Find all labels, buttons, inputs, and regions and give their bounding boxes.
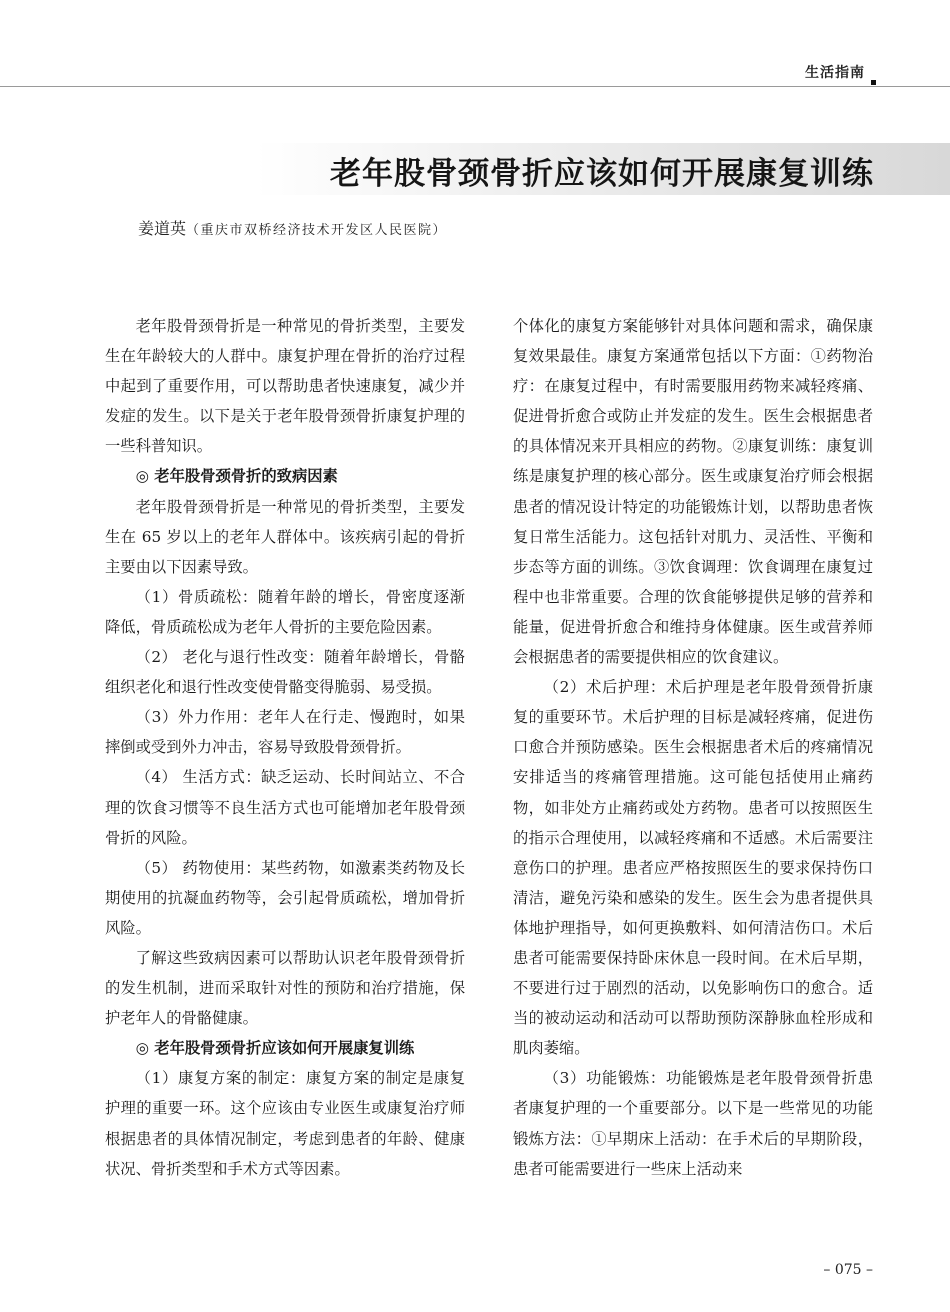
article-title: 老年股骨颈骨折应该如何开展康复训练	[330, 156, 874, 192]
rehab-plan-continued: 个体化的康复方案能够针对具体问题和需求，确保康复效果最佳。康复方案通常包括以下方面：①药物治疗：在康复过程中，有时需要服用药物来减轻疼痛、促进骨折愈合或防止并发症的发生。医生会根据患者的具体情况来开具相应的药物。②康复训练：康复训练是康复护理的核心部分。医生或康复治疗师会根据患者的情况设计特定的功能锻炼计划，以帮助患者恢复日常生活能力。这包括针对肌力、灵活性、平衡和步态等方面的训练。③饮食调理：饮食调理在康复过程中也非常重要。合理的饮食能够提供足够的营养和能量，促进骨折愈合和维持身体健康。医生或营养师会根据患者的需要提供相应的饮食建议。	[513, 317, 873, 667]
functional-exercise-paragraph: （3）功能锻炼：功能锻炼是老年股骨颈骨折患者康复护理的一个重要部分。以下是一些常见的功能锻炼方法：①早期床上活动：在手术后的早期阶段，患者可能需要进行一些床上活动来	[513, 1069, 873, 1178]
byline	[138, 216, 447, 239]
cause-item-medication: （5） 药物使用：某些药物，如激素类药物及长期使用的抗凝血药物等，会引起骨质疏松，增加骨折风险。	[105, 858, 465, 937]
section-label: 生活指南	[805, 65, 865, 81]
cause-item-aging: （2） 老化与退行性改变：随着年龄增长，骨骼组织老化和退行性改变使骨骼变得脆弱、易受损。	[105, 648, 465, 697]
left-column	[105, 311, 465, 1184]
causes-intro-paragraph: 老年股骨颈骨折是一种常见的骨折类型，主要发生在 65 岁以上的老年人群体中。该疾病引起的骨折主要由以下因素导致。	[105, 497, 465, 576]
postoperative-care-paragraph: （2）术后护理：术后护理是老年股骨颈骨折康复的重要环节。术后护理的目标是减轻疼痛，促进伤口愈合并预防感染。医生会根据患者术后的疼痛情况安排适当的疼痛管理措施。这可能包括使用止痛药物，如非处方止痛药或处方药物。患者可以按照医生的指示合理使用，以减轻疼痛和不适感。术后需要注意伤口的护理。患者应严格按照医生的要求保持伤口清洁，避免污染和感染的发生。医生会为患者提供具体地护理指导，如何更换敷料、如何清洁伤口。术后患者可能需要保持卧床休息一段时间。在术后早期，不要进行过于剧烈的活动，以免影响伤口的愈合。适当的被动运动和活动可以帮助预防深静脉血栓形成和肌肉萎缩。	[513, 678, 873, 1058]
section-heading-rehab: ◎ 老年股骨颈骨折应该如何开展康复训练	[135, 1039, 415, 1058]
author-affiliation: （重庆市双桥经济技术开发区人民医院）	[186, 223, 448, 238]
author-name: 姜道英	[138, 219, 187, 238]
header-rule	[0, 86, 950, 87]
causes-summary-paragraph: 了解这些致病因素可以帮助认识老年股骨颈骨折的发生机制，进而采取针对性的预防和治疗措施，保护老年人的骨骼健康。	[105, 948, 465, 1028]
rehab-plan-paragraph: （1）康复方案的制定：康复方案的制定是康复护理的重要一环。这个应该由专业医生或康复治疗师根据患者的具体情况制定，考虑到患者的年龄、健康状况、骨折类型和手术方式等因素。	[105, 1069, 465, 1178]
right-column	[513, 311, 873, 1184]
section-heading-causes: ◎ 老年股骨颈骨折的致病因素	[135, 467, 338, 486]
cause-item-external-force: （3）外力作用：老年人在行走、慢跑时，如果摔倒或受到外力冲击，容易导致股骨颈骨折。	[105, 708, 465, 757]
section-marker-square	[871, 80, 876, 85]
cause-item-osteoporosis: （1）骨质疏松：随着年龄的增长，骨密度逐渐降低，骨质疏松成为老年人骨折的主要危险因素。	[105, 587, 465, 636]
cause-item-lifestyle: （4） 生活方式：缺乏运动、长时间站立、不合理的饮食习惯等不良生活方式也可能增加老年股骨颈骨折的风险。	[105, 768, 465, 847]
page-number: – 075 –	[823, 1262, 873, 1278]
intro-paragraph: 老年股骨颈骨折是一种常见的骨折类型，主要发生在年龄较大的人群中。康复护理在骨折的治疗过程中起到了重要作用，可以帮助患者快速康复，减少并发症的发生。以下是关于老年股骨颈骨折康复护理的一些科普知识。	[105, 317, 465, 456]
